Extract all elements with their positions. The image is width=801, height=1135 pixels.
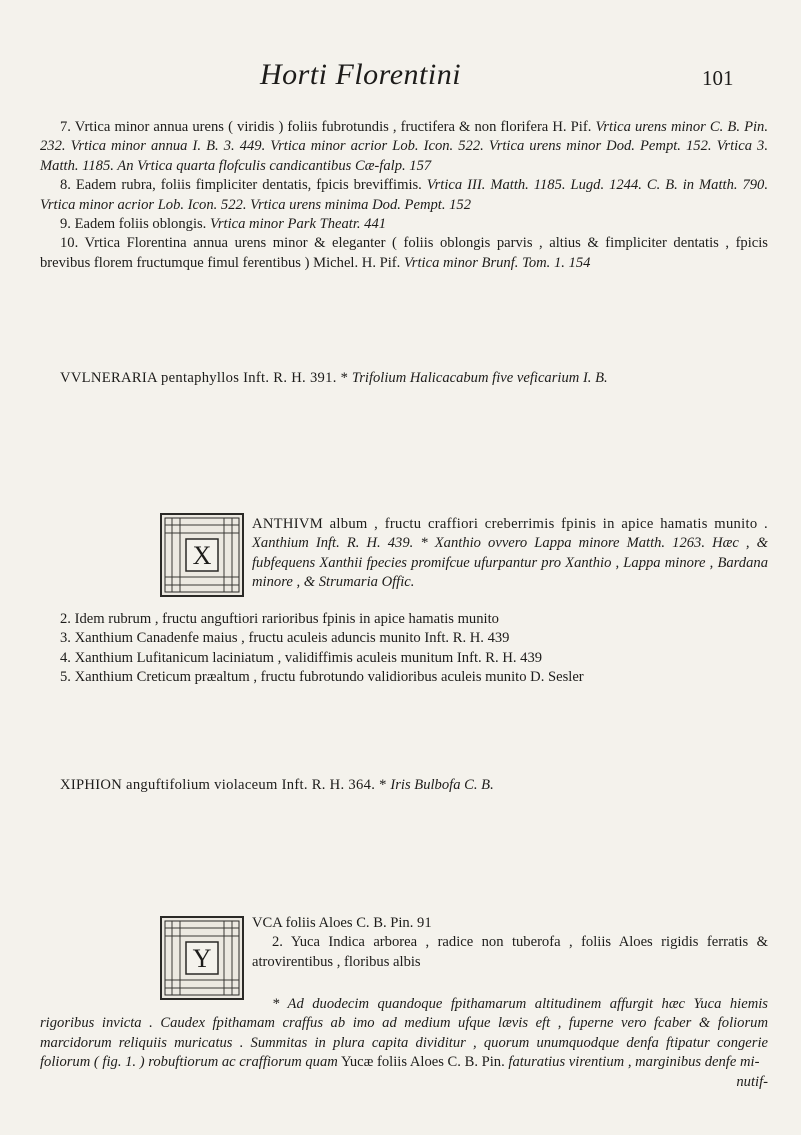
urtica-entry-7: 7. Vrtica minor annua urens ( viridis ) foliis fubrotundis , fructifera & non florifera H. Pif. Vrtica urens minor C. B. Pin. 232. Vrtica minor annua I. B. 3. 449. Vrtica minor acrior Lob. Icon. 522. Vrtica urens minor Dod. Pempt. 152. Vrtica 3. Matth. 1185. An Vrtica quarta flofculis candicantibus Cæ-falp. 157 [40,119,768,174]
yuca-entry-2: 2. Yuca Indica arborea , radice non tuberofa , foliis Aloes rigidis ferratis & atrovirentibus , floribus albis [252,934,768,970]
xanthium-entry-4: 4. Xanthium Lufitanicum laciniatum , validiffimis aculeis munitum Inft. R. H. 439 [60,649,543,666]
xanthium-entry-2: 2. Idem rubrum , fructu anguftiori rarioribus fpinis in apice hamatis munito [60,611,499,627]
running-title: Horti Florentini [260,58,462,91]
xanthium-entry-5: 5. Xanthium Creticum præaltum , fructu fubrotundo validioribus aculeis munito D. Sesler [60,669,584,686]
urtica-entry-8: 8. Eadem rubra, foliis fimpliciter dentatis, fpicis breviffimis. Vrtica III. Matth. 1185. Lugd. 1244. C. B. in Matth. 790. Vrtica minor acrior Lob. Icon. 522. Vrtica urens minima Dod. Pempt. 152 [40,177,769,213]
page-header [0,58,801,98]
xanthium-entry-3: 3. Xanthium Canadenfe maius , fructu aculeis aduncis munito Inft. R. H. 439 [60,630,510,647]
urtica-section [40,118,768,273]
page-number: 101 [702,66,734,90]
vulneraria-section [40,369,768,388]
vulneraria-entry: VVLNERARIA pentaphyllos Inft. R. H. 391. * Trifolium Halicacabum five veficarium I. B. [60,370,608,386]
urtica-entry-9: 9. Eadem foliis oblongis. Vrtica minor Park Theatr. 441 [60,216,387,233]
decorated-initial-x-icon [160,513,244,597]
xiphion-section [40,776,768,795]
yuca-note: * Ad duodecim quandoque fpithamarum altitudinem affurgit hæc Yuca hiemis rigoribus invicta . Caudex fpithamam craffus ab imo ad medium ufque lævis eft , fuperne vero fcaber & foliorum marcidorum reliquiis muricatus . Summitas in plura capita dividitur , quorum unumquodque denfa ftipatur congerie foliorum ( fig. 1. ) robuftiorum ac craffiorum quam Yucæ foliis Aloes C. B. Pin. faturatius virentium , marginibus denfe mi- nutif- [40,996,768,1090]
urtica-entry-10: 10. Vrtica Florentina annua urens minor & eleganter ( foliis oblongis parvis , altius & fimpliciter dentatis , fpicis brevibus florem fructumque fimul ferentibus ) Michel. H. Pif. Vrtica minor Brunf. Tom. 1. 154 [40,235,768,271]
xanthium-section [40,610,768,688]
catchword: nutif- [736,1073,768,1090]
yuca-lead: VCA foliis Aloes C. B. Pin. 91 2. Yuca Indica arborea , radice non tuberofa , foliis Aloes rigidis ferratis & atrovirentibus , floribus albis [252,914,768,972]
xanthium-lead: ANTHIVM album , fructu craffiori creberrimis fpinis in apice hamatis munito . Xanthium Inft. R. H. 439. * Xanthio ovvero Lappa minore Matth. 1263. Hæc , & fubfequens Xanthii fpecies promifcue ufurpantur pro Xanthio , Lappa minore , Bardana minore , & Strumaria Offic. [252,516,768,591]
initial-letter-y: Y [192,944,212,973]
xiphion-entry: XIPHION anguftifolium violaceum Inft. R. H. 364. * Iris Bulbofa C. B. [60,777,494,793]
initial-letter-x: X [192,541,212,570]
decorated-initial-y-icon [160,916,244,1000]
